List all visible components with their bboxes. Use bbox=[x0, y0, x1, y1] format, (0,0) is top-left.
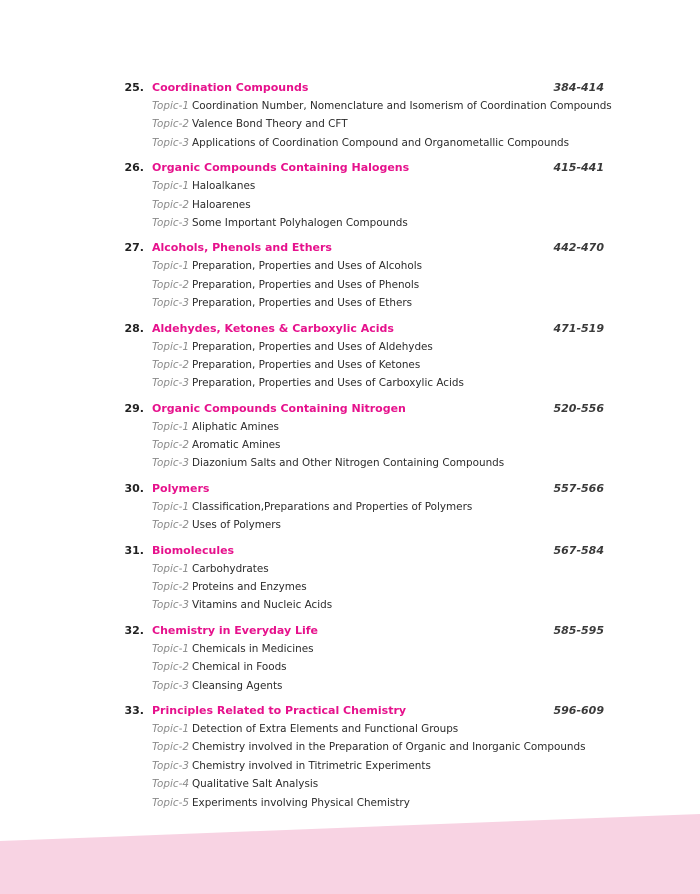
topic-row[interactable] bbox=[0, 356, 700, 374]
chapter-title[interactable]: Alcohols, Phenols and Ethers bbox=[152, 241, 332, 255]
chapter-number: 25. bbox=[124, 81, 144, 94]
topic-label: Topic-2 bbox=[152, 198, 189, 211]
table-of-contents bbox=[0, 78, 700, 818]
chapter-entry bbox=[0, 78, 700, 152]
topic-row[interactable] bbox=[0, 196, 700, 214]
topic-title: Coordination Number, Nomenclature and Isomerism of Coordination Compounds bbox=[191, 100, 612, 112]
topic-label: Topic-3 bbox=[152, 457, 189, 470]
topic-title: Carbohydrates bbox=[191, 562, 269, 575]
chapter-entry bbox=[0, 158, 700, 232]
topic-label: Topic-3 bbox=[152, 136, 189, 149]
chapter-page-range: 384-414 bbox=[553, 81, 604, 94]
topic-row[interactable] bbox=[0, 498, 700, 516]
chapter-title[interactable]: Organic Compounds Containing Nitrogen bbox=[152, 401, 406, 415]
chapter-title[interactable]: Polymers bbox=[152, 481, 210, 495]
topic-label: Topic-5 bbox=[152, 796, 189, 809]
topic-title: Experiments involving Physical Chemistry bbox=[191, 796, 410, 809]
topic-label: Topic-3 bbox=[152, 759, 189, 772]
chapter-entry bbox=[0, 399, 700, 473]
topic-label: Topic-3 bbox=[152, 377, 189, 390]
topic-label: Topic-1 bbox=[152, 642, 189, 655]
chapter-heading bbox=[0, 541, 700, 560]
topic-label: Topic-1 bbox=[152, 722, 189, 735]
topic-title: Vitamins and Nucleic Acids bbox=[191, 599, 333, 612]
chapter-entry bbox=[0, 701, 700, 812]
chapter-number: 28. bbox=[124, 321, 144, 335]
topic-label: Topic-1 bbox=[152, 340, 189, 353]
chapter-number: 29. bbox=[124, 401, 144, 415]
topic-title: Preparation, Properties and Uses of Phenols bbox=[191, 278, 420, 291]
chapter-entry bbox=[0, 621, 700, 695]
topic-label: Topic-1 bbox=[152, 100, 189, 112]
chapter-entry bbox=[0, 541, 700, 615]
chapter-title[interactable]: Coordination Compounds bbox=[152, 81, 309, 94]
chapter-page-range: 567-584 bbox=[553, 543, 604, 557]
topic-label: Topic-1 bbox=[152, 420, 189, 433]
topic-label: Topic-3 bbox=[152, 599, 189, 612]
topic-label: Topic-3 bbox=[152, 297, 189, 310]
chapter-number: 33. bbox=[124, 703, 144, 717]
topic-title: Preparation, Properties and Uses of Aldehydes bbox=[191, 340, 433, 353]
chapter-heading bbox=[0, 479, 700, 498]
topic-title: Chemistry involved in Titrimetric Experiments bbox=[191, 759, 431, 772]
topic-row[interactable] bbox=[0, 720, 700, 738]
chapter-heading bbox=[0, 78, 700, 97]
topic-label: Topic-2 bbox=[152, 581, 189, 594]
topic-label: Topic-1 bbox=[152, 500, 189, 513]
topic-row[interactable] bbox=[0, 294, 700, 312]
topic-row[interactable] bbox=[0, 134, 700, 152]
topic-title: Valence Bond Theory and CFT bbox=[191, 118, 348, 131]
topic-row[interactable] bbox=[0, 276, 700, 294]
topic-title: Preparation, Properties and Uses of Ketones bbox=[191, 358, 421, 371]
topic-title: Chemistry involved in the Preparation of Organic and Inorganic Compounds bbox=[191, 741, 586, 754]
chapter-title[interactable]: Principles Related to Practical Chemistry bbox=[152, 703, 407, 717]
chapter-title[interactable]: Chemistry in Everyday Life bbox=[152, 623, 318, 637]
topic-title: Proteins and Enzymes bbox=[191, 581, 307, 594]
chapter-heading bbox=[0, 621, 700, 640]
topic-title: Haloarenes bbox=[191, 198, 251, 211]
topic-label: Topic-1 bbox=[152, 180, 189, 193]
topic-label: Topic-2 bbox=[152, 118, 189, 131]
topic-row[interactable] bbox=[0, 596, 700, 614]
topic-title: Aromatic Amines bbox=[191, 439, 281, 452]
topic-title: Preparation, Properties and Uses of Carboxylic Acids bbox=[191, 377, 464, 390]
topic-row[interactable] bbox=[0, 97, 700, 115]
topic-title: Preparation, Properties and Uses of Ethers bbox=[191, 297, 413, 310]
topic-row[interactable] bbox=[0, 640, 700, 658]
topic-row[interactable] bbox=[0, 436, 700, 454]
topic-row[interactable] bbox=[0, 338, 700, 356]
topic-row[interactable] bbox=[0, 516, 700, 534]
chapter-heading bbox=[0, 319, 700, 338]
topic-row[interactable] bbox=[0, 115, 700, 133]
chapter-page-range: 415-441 bbox=[553, 161, 604, 175]
topic-row[interactable] bbox=[0, 177, 700, 195]
topic-label: Topic-2 bbox=[152, 519, 189, 532]
chapter-title[interactable]: Organic Compounds Containing Halogens bbox=[152, 161, 410, 175]
chapter-page-range: 471-519 bbox=[553, 321, 604, 335]
topic-row[interactable] bbox=[0, 775, 700, 793]
topic-row[interactable] bbox=[0, 214, 700, 232]
topic-label: Topic-3 bbox=[152, 679, 189, 692]
topic-title: Chemical in Foods bbox=[191, 661, 287, 674]
chapter-heading bbox=[0, 238, 700, 257]
chapter-number: 32. bbox=[124, 623, 144, 637]
chapter-title[interactable]: Biomolecules bbox=[152, 543, 235, 557]
topic-label: Topic-2 bbox=[152, 358, 189, 371]
topic-title: Uses of Polymers bbox=[191, 519, 281, 532]
topic-row[interactable] bbox=[0, 560, 700, 578]
topic-label: Topic-2 bbox=[152, 278, 189, 291]
chapter-page-range: 596-609 bbox=[553, 703, 604, 717]
topic-title: Detection of Extra Elements and Functional Groups bbox=[191, 722, 459, 735]
topic-label: Topic-2 bbox=[152, 741, 189, 754]
topic-title: Chemicals in Medicines bbox=[191, 642, 314, 655]
topic-row[interactable] bbox=[0, 374, 700, 392]
topic-label: Topic-1 bbox=[152, 562, 189, 575]
topic-title: Classification,Preparations and Properties of Polymers bbox=[191, 500, 473, 513]
topic-label: Topic-1 bbox=[152, 260, 189, 273]
topic-label: Topic-2 bbox=[152, 439, 189, 452]
topic-row[interactable] bbox=[0, 738, 700, 756]
chapter-heading bbox=[0, 399, 700, 418]
topic-row[interactable] bbox=[0, 658, 700, 676]
chapter-number: 26. bbox=[124, 161, 144, 175]
topic-row[interactable] bbox=[0, 257, 700, 275]
chapter-heading bbox=[0, 158, 700, 177]
topic-row[interactable] bbox=[0, 677, 700, 695]
chapter-number: 31. bbox=[124, 543, 144, 557]
chapter-entry bbox=[0, 479, 700, 535]
chapter-title[interactable]: Aldehydes, Ketones & Carboxylic Acids bbox=[152, 321, 394, 335]
chapter-page-range: 520-556 bbox=[553, 401, 604, 415]
topic-title: Cleansing Agents bbox=[191, 679, 283, 692]
topic-title: Diazonium Salts and Other Nitrogen Containing Compounds bbox=[191, 457, 505, 470]
topic-row[interactable] bbox=[0, 578, 700, 596]
chapter-number: 27. bbox=[124, 241, 144, 255]
chapter-page-range: 585-595 bbox=[553, 623, 604, 637]
topic-label: Topic-4 bbox=[152, 778, 189, 791]
chapter-page-range: 557-566 bbox=[553, 481, 604, 495]
chapter-number: 30. bbox=[124, 481, 144, 495]
topic-title: Qualitative Salt Analysis bbox=[191, 778, 319, 791]
topic-row[interactable] bbox=[0, 794, 700, 812]
topic-row[interactable] bbox=[0, 454, 700, 472]
topic-row[interactable] bbox=[0, 418, 700, 436]
topic-title: Preparation, Properties and Uses of Alcohols bbox=[191, 260, 423, 273]
chapter-entry bbox=[0, 319, 700, 393]
chapter-page-range: 442-470 bbox=[553, 241, 604, 255]
chapter-entry bbox=[0, 238, 700, 312]
topic-title: Aliphatic Amines bbox=[191, 420, 279, 433]
topic-title: Applications of Coordination Compound and Organometallic Compounds bbox=[191, 136, 570, 149]
topic-label: Topic-2 bbox=[152, 661, 189, 674]
topic-title: Some Important Polyhalogen Compounds bbox=[191, 216, 408, 229]
topic-row[interactable] bbox=[0, 757, 700, 775]
topic-label: Topic-3 bbox=[152, 216, 189, 229]
topic-title: Haloalkanes bbox=[191, 180, 256, 193]
chapter-heading bbox=[0, 701, 700, 720]
